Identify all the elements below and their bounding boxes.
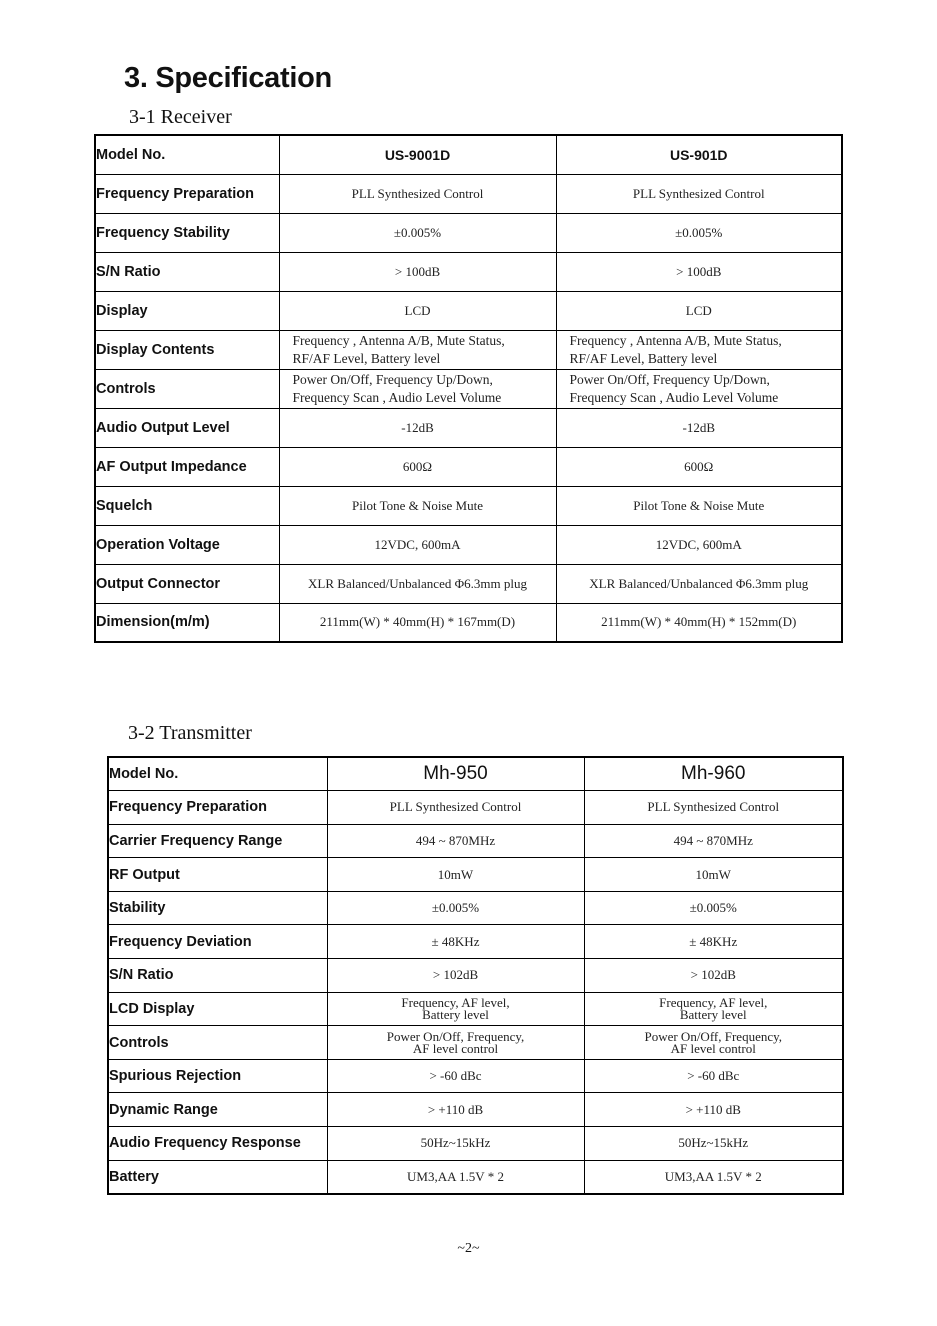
spec-value-line: 211mm(W) * 40mm(H) * 167mm(D) xyxy=(319,614,516,630)
spec-value-b xyxy=(584,1093,843,1127)
spec-value-line: PLL Synthesized Control xyxy=(351,185,484,201)
receiver-subtitle: 3-1 Receiver xyxy=(129,106,232,128)
table-row xyxy=(95,564,842,603)
spec-value-b xyxy=(556,408,842,447)
spec-value-line: AF level control xyxy=(670,1040,756,1056)
spec-value-a xyxy=(279,291,556,330)
spec-value-line: XLR Balanced/Unbalanced Φ6.3mm plug xyxy=(589,575,809,591)
column-header-label: Model No. xyxy=(108,757,327,791)
spec-label: Frequency Stability xyxy=(95,213,279,252)
spec-value-line: 211mm(W) * 40mm(H) * 152mm(D) xyxy=(601,614,797,630)
spec-value-b xyxy=(584,1127,843,1161)
spec-value-b xyxy=(556,564,842,603)
spec-value-b xyxy=(584,1059,843,1093)
table-row xyxy=(108,791,843,825)
spec-value-line: RF/AF Level, Battery level xyxy=(569,350,718,366)
spec-value-line: Frequency, AF level, xyxy=(659,994,768,1010)
table-row xyxy=(95,603,842,642)
column-header-label: Model No. xyxy=(95,135,279,174)
spec-value-a xyxy=(279,213,556,252)
spec-value-line: > +110 dB xyxy=(427,1101,484,1117)
spec-value-line: Battery level xyxy=(422,1006,489,1022)
spec-label: AF Output Impedance xyxy=(95,447,279,486)
spec-label: LCD Display xyxy=(108,992,327,1026)
spec-value-b xyxy=(556,291,842,330)
table-row xyxy=(95,174,842,213)
spec-value-a xyxy=(279,564,556,603)
table-row xyxy=(108,858,843,892)
transmitter-spec-table xyxy=(107,756,844,1195)
table-row xyxy=(108,1059,843,1093)
spec-value-a xyxy=(279,486,556,525)
spec-value-b xyxy=(556,369,842,408)
spec-value-a xyxy=(279,174,556,213)
spec-value-line: 494 ~ 870MHz xyxy=(415,832,496,848)
spec-label: Dynamic Range xyxy=(108,1093,327,1127)
spec-value-line: 600Ω xyxy=(402,458,433,474)
table-row xyxy=(108,1160,843,1194)
table-row xyxy=(108,1026,843,1060)
spec-label: Frequency Preparation xyxy=(108,791,327,825)
spec-label: Battery xyxy=(108,1160,327,1194)
spec-value-line: Frequency Scan , Audio Level Volume xyxy=(569,389,779,405)
table-row xyxy=(95,525,842,564)
spec-label: Frequency Preparation xyxy=(95,174,279,213)
spec-label: Audio Output Level xyxy=(95,408,279,447)
spec-value-a xyxy=(279,408,556,447)
spec-label: Output Connector xyxy=(95,564,279,603)
spec-value-line: AF level control xyxy=(412,1040,499,1056)
spec-value-line: ±0.005% xyxy=(675,224,723,240)
table-row xyxy=(95,447,842,486)
table-row xyxy=(95,213,842,252)
spec-value-a xyxy=(327,891,584,925)
spec-value-line: LCD xyxy=(404,302,431,318)
spec-value-a xyxy=(327,858,584,892)
spec-value-a xyxy=(279,447,556,486)
spec-value-b xyxy=(556,213,842,252)
spec-value-line: ±0.005% xyxy=(689,900,737,916)
table-row xyxy=(95,408,842,447)
spec-value-line: XLR Balanced/Unbalanced Φ6.3mm plug xyxy=(308,575,527,591)
spec-label: S/N Ratio xyxy=(95,252,279,291)
table-row xyxy=(108,992,843,1026)
spec-value-line: LCD xyxy=(685,302,712,318)
spec-value-line: > 100dB xyxy=(394,263,441,279)
spec-value-b xyxy=(584,791,843,825)
spec-value-line: > -60 dBc xyxy=(429,1068,482,1084)
spec-label: Squelch xyxy=(95,486,279,525)
spec-value-line: Power On/Off, Frequency Up/Down, xyxy=(292,371,493,387)
spec-value-a xyxy=(279,369,556,408)
spec-value-line: > +110 dB xyxy=(685,1101,741,1117)
spec-value-line: -12dB xyxy=(682,419,715,435)
table-row xyxy=(108,1093,843,1127)
spec-value-line: 600Ω xyxy=(684,458,714,474)
spec-value-b xyxy=(556,525,842,564)
spec-value-line: Frequency, AF level, xyxy=(401,994,510,1010)
spec-value-line: Frequency , Antenna A/B, Mute Status, xyxy=(569,332,782,348)
spec-value-line: Frequency Scan , Audio Level Volume xyxy=(292,389,502,405)
spec-label: Controls xyxy=(95,369,279,408)
spec-value-line: ±0.005% xyxy=(431,900,480,916)
spec-value-b xyxy=(556,447,842,486)
receiver-spec-table xyxy=(94,134,843,643)
table-row xyxy=(95,369,842,408)
spec-label: Stability xyxy=(108,891,327,925)
spec-value-line: ± 48KHz xyxy=(689,933,738,949)
spec-value-b xyxy=(584,858,843,892)
spec-label: RF Output xyxy=(108,858,327,892)
table-row xyxy=(108,959,843,993)
column-header-model-a: Mh-950 xyxy=(327,757,584,791)
spec-value-b xyxy=(584,992,843,1026)
spec-label: S/N Ratio xyxy=(108,959,327,993)
spec-value-b xyxy=(584,1026,843,1060)
spec-value-line: 10mW xyxy=(695,866,731,882)
spec-value-a xyxy=(279,252,556,291)
spec-value-b xyxy=(556,330,842,369)
spec-label: Carrier Frequency Range xyxy=(108,824,327,858)
spec-value-line: 50Hz~15kHz xyxy=(420,1135,491,1151)
spec-value-line: PLL Synthesized Control xyxy=(632,185,765,201)
spec-value-b xyxy=(556,174,842,213)
page-number: ~2~ xyxy=(457,1241,480,1256)
spec-value-a xyxy=(327,791,584,825)
spec-label: Frequency Deviation xyxy=(108,925,327,959)
spec-value-b xyxy=(584,925,843,959)
spec-value-a xyxy=(327,1093,584,1127)
spec-value-line: 494 ~ 870MHz xyxy=(673,832,753,848)
spec-value-line: 12VDC, 600mA xyxy=(374,536,461,552)
spec-value-line: 12VDC, 600mA xyxy=(655,536,742,552)
spec-value-a xyxy=(327,959,584,993)
table-row xyxy=(108,1127,843,1161)
page-title: 3. Specification xyxy=(124,62,332,94)
spec-value-line: Power On/Off, Frequency Up/Down, xyxy=(569,371,770,387)
spec-label: Audio Frequency Response xyxy=(108,1127,327,1161)
table-row xyxy=(108,925,843,959)
spec-value-line: Pilot Tone & Noise Mute xyxy=(351,497,483,513)
spec-value-a xyxy=(327,992,584,1026)
table-row xyxy=(108,891,843,925)
table-header-row xyxy=(95,135,842,174)
spec-label: Spurious Rejection xyxy=(108,1059,327,1093)
spec-value-line: UM3,AA 1.5V * 2 xyxy=(664,1168,762,1184)
spec-value-line: > 102dB xyxy=(432,967,479,983)
spec-value-line: Battery level xyxy=(679,1006,747,1022)
spec-label: Operation Voltage xyxy=(95,525,279,564)
spec-value-a xyxy=(279,603,556,642)
spec-value-line: ± 48KHz xyxy=(431,933,480,949)
spec-value-b xyxy=(556,603,842,642)
spec-value-b xyxy=(556,252,842,291)
spec-value-line: > 102dB xyxy=(690,967,736,983)
spec-value-line: > 100dB xyxy=(676,263,722,279)
spec-value-line: Frequency , Antenna A/B, Mute Status, xyxy=(292,332,505,348)
spec-value-a xyxy=(327,1160,584,1194)
spec-value-a xyxy=(327,1026,584,1060)
spec-value-line: RF/AF Level, Battery level xyxy=(292,350,441,366)
table-row xyxy=(95,291,842,330)
spec-value-a xyxy=(327,1059,584,1093)
spec-value-line: PLL Synthesized Control xyxy=(389,799,522,815)
spec-value-line: > -60 dBc xyxy=(687,1068,740,1084)
column-header-model-a: US-9001D xyxy=(279,135,556,174)
spec-label: Controls xyxy=(108,1026,327,1060)
spec-value-a xyxy=(279,330,556,369)
table-row xyxy=(108,824,843,858)
spec-value-b xyxy=(584,824,843,858)
spec-value-line: ±0.005% xyxy=(393,224,442,240)
spec-value-b xyxy=(584,891,843,925)
spec-value-line: UM3,AA 1.5V * 2 xyxy=(407,1168,504,1184)
column-header-model-b: US-901D xyxy=(556,135,842,174)
spec-value-a xyxy=(327,925,584,959)
spec-value-line: Pilot Tone & Noise Mute xyxy=(633,497,765,513)
table-row xyxy=(95,486,842,525)
table-header-row xyxy=(108,757,843,791)
spec-value-a xyxy=(279,525,556,564)
spec-value-line: 50Hz~15kHz xyxy=(678,1135,749,1151)
table-row xyxy=(95,252,842,291)
spec-label: Display xyxy=(95,291,279,330)
spec-value-a xyxy=(327,1127,584,1161)
spec-value-b xyxy=(584,1160,843,1194)
spec-label: Display Contents xyxy=(95,330,279,369)
spec-value-b xyxy=(584,959,843,993)
spec-value-a xyxy=(327,824,584,858)
column-header-model-b: Mh-960 xyxy=(584,757,843,791)
spec-value-line: -12dB xyxy=(401,419,434,435)
spec-value-b xyxy=(556,486,842,525)
table-row xyxy=(95,330,842,369)
spec-value-line: 10mW xyxy=(437,866,474,882)
spec-label: Dimension(m/m) xyxy=(95,603,279,642)
spec-value-line: Power On/Off, Frequency, xyxy=(386,1028,525,1044)
spec-value-line: Power On/Off, Frequency, xyxy=(644,1028,783,1044)
transmitter-subtitle: 3-2 Transmitter xyxy=(128,722,252,744)
spec-value-line: PLL Synthesized Control xyxy=(647,799,780,815)
